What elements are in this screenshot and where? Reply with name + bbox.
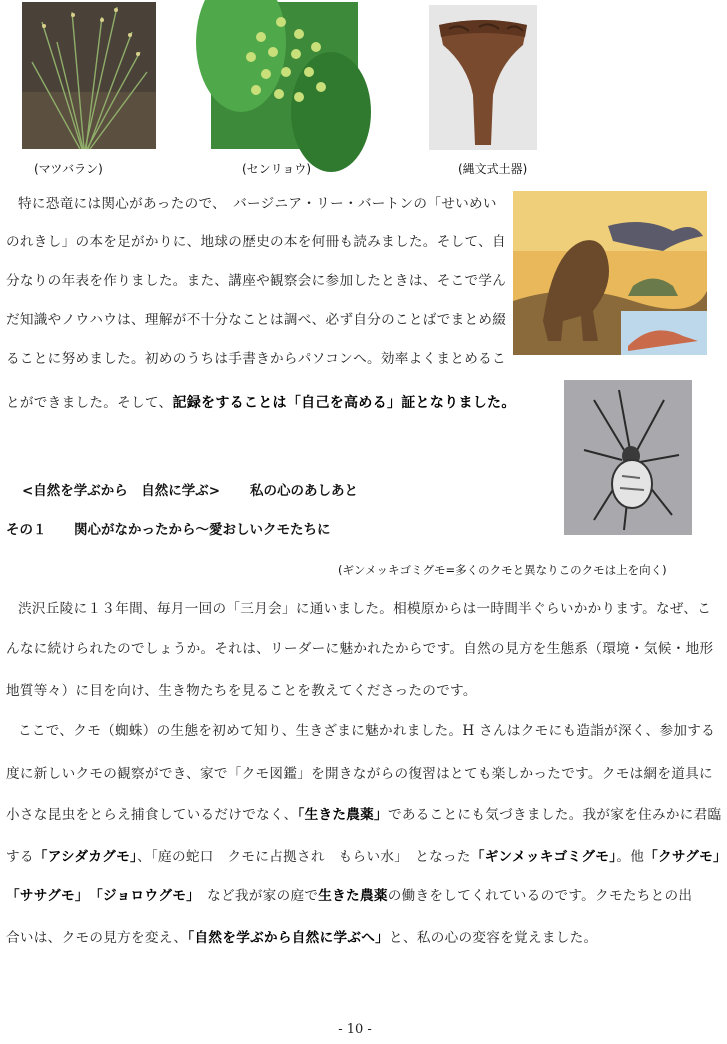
living-pesticide-emphasis: 「生きた農薬」	[297, 807, 388, 823]
sasagumo-emphasis: 「ササグモ」	[6, 888, 83, 904]
photo-caption-jomon: (縄文式土器)	[458, 162, 528, 176]
para3-line-4-e: 。他	[616, 849, 645, 865]
para2-line-3: 地質等々）に目を向け、生き物たちを見ることを教えてくださったのです。	[6, 683, 477, 699]
section-heading: <自然を学ぶから 自然に学ぶ>	[22, 483, 221, 499]
spider-photo	[564, 380, 692, 535]
para3-line-3-tail: であることにも気づきました。我が家を住みかに君臨	[387, 807, 722, 823]
living-pesticide-emphasis-2: 生きた農薬	[318, 888, 388, 904]
para3-line-4-a: する	[6, 849, 34, 865]
para1-line-4: だ知識やノウハウは、理解が不十分なことは調べ、必ず自分のことばでまとめ綴	[6, 312, 507, 328]
para3-line-1: ここで、クモ（蜘蛛）の生態を初めて知り、生きざまに魅かれました。H さんはクモにも造詣が深く、参加する	[18, 723, 716, 739]
para3-line-3-text: 小さな昆虫をとらえ捕食しているだけでなく、	[6, 807, 298, 823]
jorougumo-emphasis: 「ジョロウグモ」	[95, 888, 194, 904]
para3-line-2: 度に新しいクモの観察ができ、家で「クモ図鑑」を開きながらの復習はとても楽しかったです。クモは網を道具に	[6, 766, 713, 782]
chapter-title: 関心がなかったから～愛おしいクモたちに	[74, 522, 331, 538]
dinosaur-illustration	[513, 191, 707, 355]
matsubaran-photo	[22, 2, 156, 149]
para3-line-6-c: と、私の心の変容を覚えました。	[389, 930, 598, 946]
para3-line-5-c: など我が家の庭で	[193, 888, 319, 904]
kusagumo-emphasis: 「クサグモ」	[644, 849, 727, 865]
jomon-pottery-photo	[429, 5, 537, 150]
section-subheading: 私の心のあしあと	[250, 483, 358, 499]
spider-caption: (ギンメッキゴミグモ=多くのクモと異なりこのクモは上を向く)	[338, 563, 667, 577]
para1-line-5: ることに努めました。初めのうちは手書きからパソコンへ。効率よくまとめるこ	[6, 351, 506, 367]
para3-line-6	[6, 929, 597, 947]
chapter-number: その１	[6, 522, 47, 538]
para3-line-5-e: の働きをしてくれているのです。クモたちとの出	[387, 888, 693, 904]
photo-caption-matsubaran: (マツバラン)	[34, 162, 103, 176]
nature-learning-emphasis: 「自然を学ぶから自然に学ぶへ」	[187, 930, 390, 946]
para1-line-6-text: とができました。そして、	[6, 395, 173, 411]
para1-line-6	[6, 394, 516, 412]
senryo-photo	[211, 2, 358, 149]
para1-line-2: のれきし」の本を足がかりに、地球の歴史の本を何冊も読みました。そして、自	[6, 234, 506, 250]
para3-line-5	[6, 887, 692, 905]
ashidakagumo-emphasis: 「アシダカグモ」	[33, 849, 138, 865]
photo-caption-senryo: (センリョウ)	[242, 162, 312, 176]
para2-line-2: んなに続けられたのでしょうか。それは、リーダーに魅かれたからです。自然の見方を生態系（環境・気候・地形	[6, 641, 714, 657]
para3-line-4-c: 、「庭の蛇口 クモに占拠され もらい水」 となった	[137, 849, 471, 865]
para3-line-6-a: 合いは、クモの見方を変え、	[6, 930, 188, 946]
para1-line-3: 分なりの年表を作りました。また、講座や観察会に参加したときは、そこで学ん	[6, 273, 507, 289]
para1-line-1: 特に恐竜には関心があったので、 バージニア・リー・バートンの「せいめい	[18, 196, 497, 212]
para2-line-1: 渋沢丘陵に１３年間、毎月一回の「三月会」に通いました。相模原からは一時間半ぐらいかかります。なぜ、こ	[18, 601, 712, 617]
para3-line-4	[6, 848, 727, 866]
record-emphasis: 記録をすることは「自己を高める」証となりました。	[172, 395, 516, 411]
ginmekki-emphasis: 「ギンメッキゴミグモ」	[470, 849, 617, 865]
para3-line-3	[6, 806, 721, 824]
page-number: - 10 -	[338, 1022, 372, 1037]
